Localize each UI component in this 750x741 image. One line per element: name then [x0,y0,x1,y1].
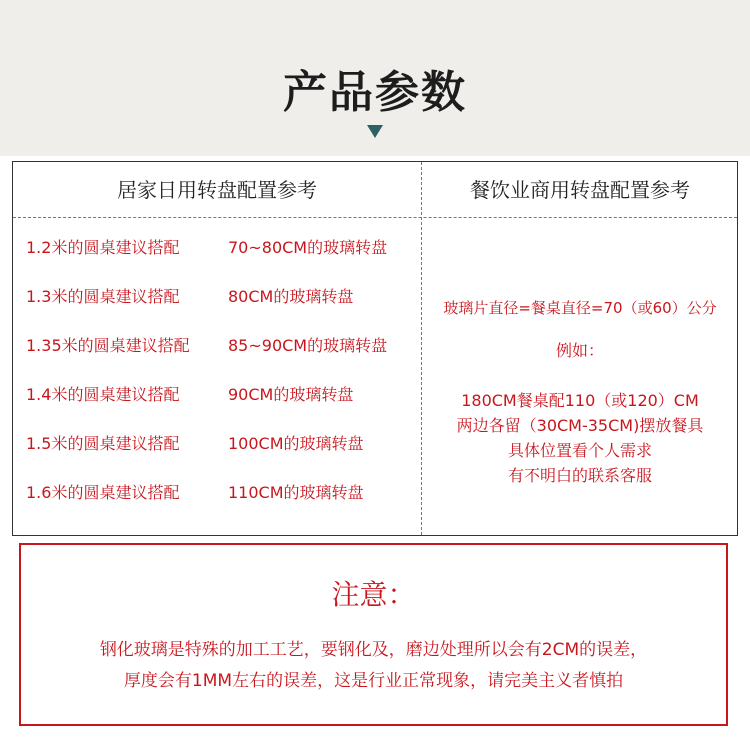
table-row [26,431,364,454]
table-size: 1.6米的圆桌建议搭配 [26,483,180,502]
header-banner [0,0,750,156]
notice-title: 注意： [331,578,416,611]
table-glass: 70~80CM的玻璃转盘 [228,238,388,257]
triangle-down-icon [367,125,383,138]
table-glass: 110CM的玻璃转盘 [228,483,364,502]
table-size: 1.5米的圆桌建议搭配 [26,434,180,453]
config-table [12,161,738,536]
example-label: 例如： [555,341,604,360]
table-row [26,284,353,307]
header-divider [13,217,737,218]
table-row [26,333,387,356]
notice-line: 钢化玻璃是特殊的加工工艺，要钢化及，磨边处理所以会有2CM的误差， [99,640,648,660]
table-glass: 80CM的玻璃转盘 [228,287,354,306]
table-glass: 85~90CM的玻璃转盘 [228,336,388,355]
example-line: 180CM餐桌配110（或120）CM [461,391,699,410]
home-heading: 居家日用转盘配置参考 [117,178,317,202]
table-size: 1.4米的圆桌建议搭配 [26,385,180,404]
table-row [26,480,364,503]
notice-line: 厚度会有1MM左右的误差，这是行业正常现象，请完美主义者慎拍 [123,671,624,691]
table-size: 1.35米的圆桌建议搭配 [26,336,190,355]
contact-line: 有不明白的联系客服 [507,466,652,485]
example-line: 具体位置看个人需求 [507,441,652,460]
page-title: 产品参数 [283,67,467,118]
table-row [26,235,387,258]
table-size: 1.3米的圆桌建议搭配 [26,287,180,306]
notice-box [19,543,728,726]
commercial-heading: 餐饮业商用转盘配置参考 [470,178,690,202]
table-glass: 90CM的玻璃转盘 [228,385,354,404]
table-glass: 100CM的玻璃转盘 [228,434,364,453]
formula-line: 玻璃片直径=餐桌直径=70（或60）公分 [443,299,717,317]
example-line: 两边各留（30CM-35CM)摆放餐具 [456,416,704,435]
table-row [26,382,353,405]
table-size: 1.2米的圆桌建议搭配 [26,238,180,257]
